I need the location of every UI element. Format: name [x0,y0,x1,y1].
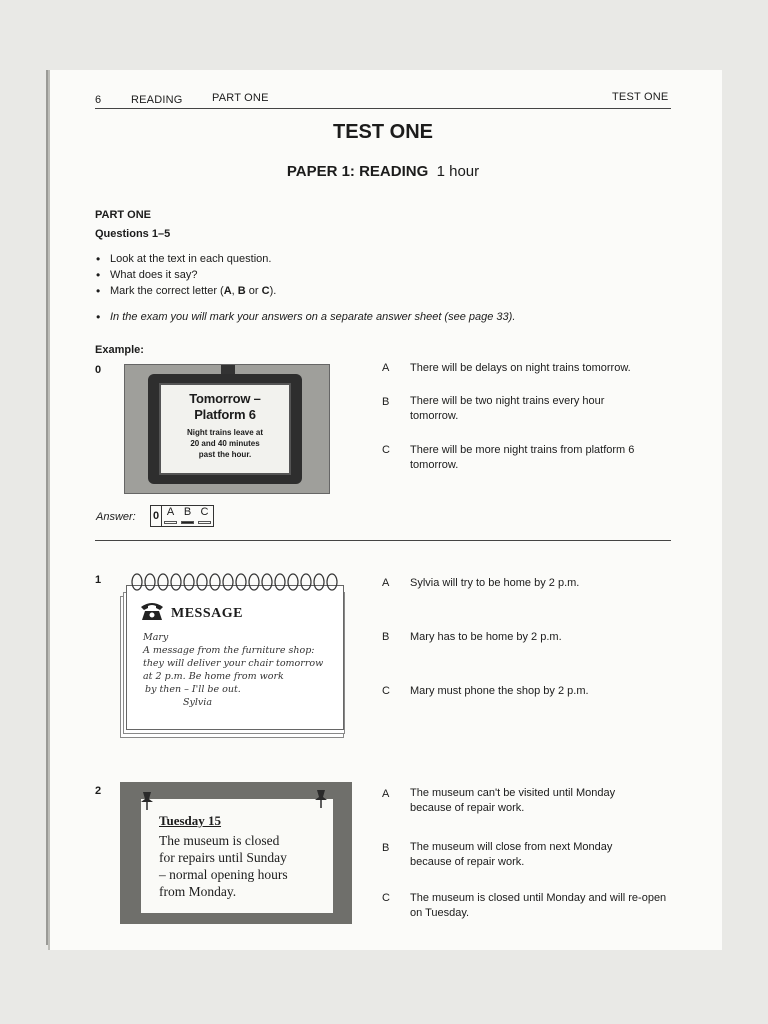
message-line: A message from the furniture shop: [143,645,315,656]
q2-option-b-text: The museum will close from next Monday because of repair work. [410,841,613,868]
q1-option-b-letter: B [382,631,390,643]
notice-board-image [120,782,352,924]
page-title: TEST ONE [332,121,433,143]
sign-title-line2: Platform 6 [194,407,256,422]
q1-option-c-text: Mary must phone the shop by 2 p.m. [410,685,589,697]
question-1-number: 1 [95,574,102,586]
message-line: Mary [143,632,169,643]
answer-choice-a [162,506,179,526]
platform-sign [159,383,291,475]
answer-choice-a-label: A [166,506,175,518]
mark-prefix: Mark the correct letter ( [110,285,224,297]
mark-suffix: ). [269,285,277,297]
pushpin-icon [138,790,156,812]
notice-date: Tuesday 15 [159,813,222,828]
answer-choice-a-box [164,521,177,524]
message-pad [126,585,344,730]
message-heading: MESSAGE [171,606,243,621]
answer-choice-c-label: C [200,506,209,518]
questions-range: Questions 1–5 [95,228,171,240]
notice-line: for repairs until Sunday [159,850,287,865]
answer-choice-b-box-filled [181,521,194,524]
exam-note: • In the exam you will mark your answers on a separate answer sheet (see page 33). [96,309,666,325]
notice-line: The museum is closed [159,833,280,848]
paper-label: PAPER 1: READING [286,163,429,180]
example-option-b-letter: B [382,396,390,408]
telephone-icon [139,600,165,622]
example-option-a-text: There will be delays on night trains tomorrow. [410,362,631,374]
q1-option-a-letter: A [382,577,390,589]
message-line: by then – I'll be out. [145,684,241,695]
message-line: they will deliver your chair tomorrow [143,658,324,669]
q2-option-b-letter: B [382,842,390,854]
answer-choice-c-box [198,521,211,524]
spiral-binding-icon [129,572,341,594]
q1-option-a-text: Sylvia will try to be home by 2 p.m. [410,577,580,589]
example-option-c-letter: C [382,444,390,456]
part-heading: PART ONE [95,209,152,221]
message-line: at 2 p.m. Be home from work [143,671,284,682]
example-sign-image [124,364,330,494]
paper-duration: 1 hour [436,163,480,180]
header-section: READING [131,94,183,106]
header-rule [95,108,671,109]
example-option-c-text: There will be more night trains from platform 6 tomorrow. [410,444,635,471]
q2-option-a-letter: A [382,788,390,800]
question-2-number: 2 [95,785,102,797]
museum-notice [141,799,333,913]
example-option-a-letter: A [382,362,390,374]
message-text [143,631,341,709]
instruction-item: • Look at the text in each question. [96,251,656,267]
paper-heading [95,163,671,180]
mark-sep-1: , [231,285,238,297]
example-label: Example: [95,344,144,356]
mark-sep-2: or [245,285,262,297]
sign-frame [148,374,302,484]
example-option-b-text: There will be two night trains every hour tomorrow. [410,395,605,422]
answer-choice-b [179,506,196,526]
instruction-list [96,251,656,299]
notice-line: from Monday. [159,884,237,899]
answer-number: 0 [151,506,162,526]
header-right-label: TEST ONE [612,91,669,103]
answer-label: Answer: [96,511,136,523]
answer-box [150,505,214,527]
sign-body-line1: Night trains leave at [186,428,264,437]
sign-body-line2: 20 and 40 minutes [190,439,260,448]
notice-line: – normal opening hours [159,867,288,882]
q1-option-c-letter: C [382,685,390,697]
notice-text [159,832,331,900]
answer-choice-c [196,506,213,526]
message-signature: Sylvia [183,697,212,708]
sign-title-line1: Tomorrow – [189,391,261,406]
q2-option-c-text: The museum is closed until Monday and will re-open on Tuesday. [410,892,667,919]
sign-body-line3: past the hour. [198,450,252,459]
header-part: PART ONE [212,92,269,104]
example-number: 0 [95,364,102,376]
section-divider [95,540,671,541]
instruction-item-mark [96,283,656,299]
q2-option-a-text: The museum can't be visited until Monday because of repair work. [410,787,616,814]
pushpin-icon [312,788,330,810]
mark-letter-a: A [223,285,232,297]
answer-choice-b-label: B [183,506,192,518]
page-number: 6 [95,94,102,106]
q1-option-b-text: Mary has to be home by 2 p.m. [410,631,562,643]
q2-option-c-letter: C [382,892,390,904]
exam-note-list [96,309,666,325]
mark-letter-b: B [237,285,246,297]
mark-letter-c: C [261,285,270,297]
instruction-item: • What does it say? [96,267,656,283]
